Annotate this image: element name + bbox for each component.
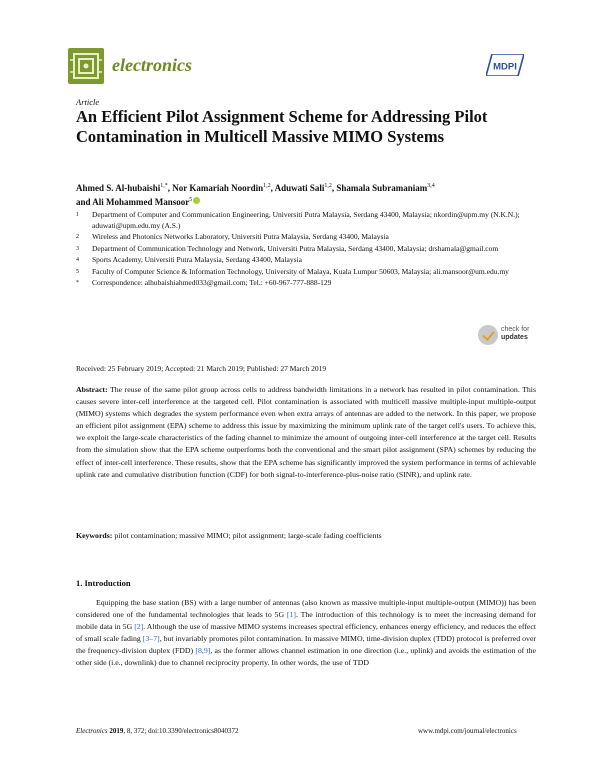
abstract [76,384,536,481]
footer-doi: , 8, 372; doi:10.3390/electronics8040372 [123,727,239,735]
footer-citation [76,727,238,735]
article-title: An Efficient Pilot Assignment Scheme for Addressing Pilot Contamination in Multicell Massive MIMO Systems [76,107,488,146]
publication-dates: Received: 25 February 2019; Accepted: 21 March 2019; Published: 27 March 2019 [76,364,327,373]
check-updates-icon [478,325,498,345]
author-name: Shamala Subramaniam [336,183,428,193]
author-affiliation: 1,2 [263,183,271,189]
orcid-icon[interactable] [193,197,200,204]
author-list: Ahmed S. Al-hubaishi$^{1,*}$, Nor Kamariah Noordin$^{1,2}$, Aduwati Sali$^{1,2}$, Shamala Subramaniam$^{3,4}$ and Ali Mohammed Mansoor$^5$ [76,183,435,207]
author-name: Nor Kamariah Noordin [172,183,264,193]
footer-journal: Electronics [76,727,108,735]
keywords [76,531,536,540]
keywords-label: Keywords: [76,531,113,540]
author-name: Ali Mohammed Mansoor [92,197,190,207]
citation-link[interactable]: [3–7] [142,634,160,644]
footer-year: 2019 [109,727,124,735]
journal-logo-icon [68,48,104,84]
author-name: Aduwati Sali [274,183,325,193]
check-updates-line1: check for [501,326,530,333]
abstract-text: The reuse of the same pilot group across cells to address bandwidth limitations in a network has resulted in pilot contamination. This causes severe inter-cell interference at the targeted cell. Pilot contamination is associated with multicell massive multiple-input multiple-output (MIMO) systems which degrades the system performance even when extra arrays of antennas are added to the network. In this paper, we propose an efficient pilot assignment (EPA) scheme to address this issue by maximizing the minimum uplink rate of the target cell's users. To achieve this, we exploit the large-scale characteristics of the fading channel to minimize the amount of outgoing inter-cell interference at the target cell. Results from the simulation show that the EPA scheme outperforms both the conventional and the smart pilot assignment (SPA) schemes by reducing the effect of inter-cell interference. These results, show that the EPA scheme has significantly improved the system performance in terms of achievable uplink rate and cumulative distribution function (CDF) for both signal-to-interference-plus-noise ratio (SINR), and uplink rate. [76,385,536,479]
citation-link[interactable]: [1] [286,610,296,620]
author-affiliation: 1,* [160,183,168,189]
keywords-text: pilot contamination; massive MIMO; pilot assignment; large-scale fading coefficients [114,531,382,540]
footer-url[interactable]: www.mdpi.com/journal/electronics [418,727,517,735]
check-for-updates-button[interactable] [478,323,538,351]
author-name: Ahmed S. Al-hubaishi [76,183,161,193]
article-type: Article [76,97,100,107]
citation-link[interactable]: [8,9] [195,646,211,656]
author-affiliation: 1,2 [324,183,332,189]
affiliation-item: 3 Department of Communication Technology and Network, Universiti Putra Malaysia, Serdang 43400, Malaysia; drshamala@gmail.com [76,243,499,253]
journal-name: electronics [112,55,192,75]
author-affiliation: 5 [189,197,193,203]
author-affiliation: 3,4 [427,183,435,189]
affiliation-item: 5 Faculty of Computer Science & Information Technology, University of Malaya, Kuala Lumpur 50603, Malaysia; ali.mansoor@um.edu.my [76,266,509,276]
introduction-paragraph: Equipping the base station (BS) with a large number of antennas (also known as massive multiple-input multiple-output (MIMO)) has been considered one of the fundamental technologies that leads to 5G [1]. The introduction of this technology is to meet the increasing demand for mobile data in 5G [2]. Although the use of massive MIMO systems increases spectral efficiency, enhances energy efficiency, and reduces the effect of small scale fading [3–7], but invariably promotes pilot contamination. In massive MIMO, time-division duplex (TDD) protocol is preferred over the frequency-division duplex (FDD) [8,9], as the former allows channel estimation in one direction (i.e., uplink) and avoids the estimation of the other side (i.e., downlink) due to channel reciprocity property. In other words, the use of TDD [76,598,537,668]
section-heading: 1. Introduction [76,578,131,588]
check-updates-line2: updates [501,334,528,341]
affiliation-item: 4 Sports Academy, Universiti Putra Malaysia, Serdang 43400, Malaysia [76,255,302,264]
correspondence-item: * Correspondence: alhubaishiahmed033@gmail.com; Tel.: +60-967-777-888-129 [76,278,332,287]
publisher-logo [486,54,524,76]
citation-link[interactable]: [2] [134,622,144,632]
svg-text:MDPI: MDPI [493,61,517,73]
abstract-label: Abstract: [76,385,108,394]
affiliation-list [76,210,536,290]
affiliation-item: 2 Wireless and Photonics Networks Laboratory, Universiti Putra Malaysia, Serdang 43400, Malaysia [76,232,389,241]
affiliation-item: 1 Department of Computer and Communication Engineering, Universiti Putra Malaysia, Serdang 43400, Malaysia; nkordin@upm.my (N.K.N.); aduwati@upm.edu.my (A.S.) [76,210,520,230]
